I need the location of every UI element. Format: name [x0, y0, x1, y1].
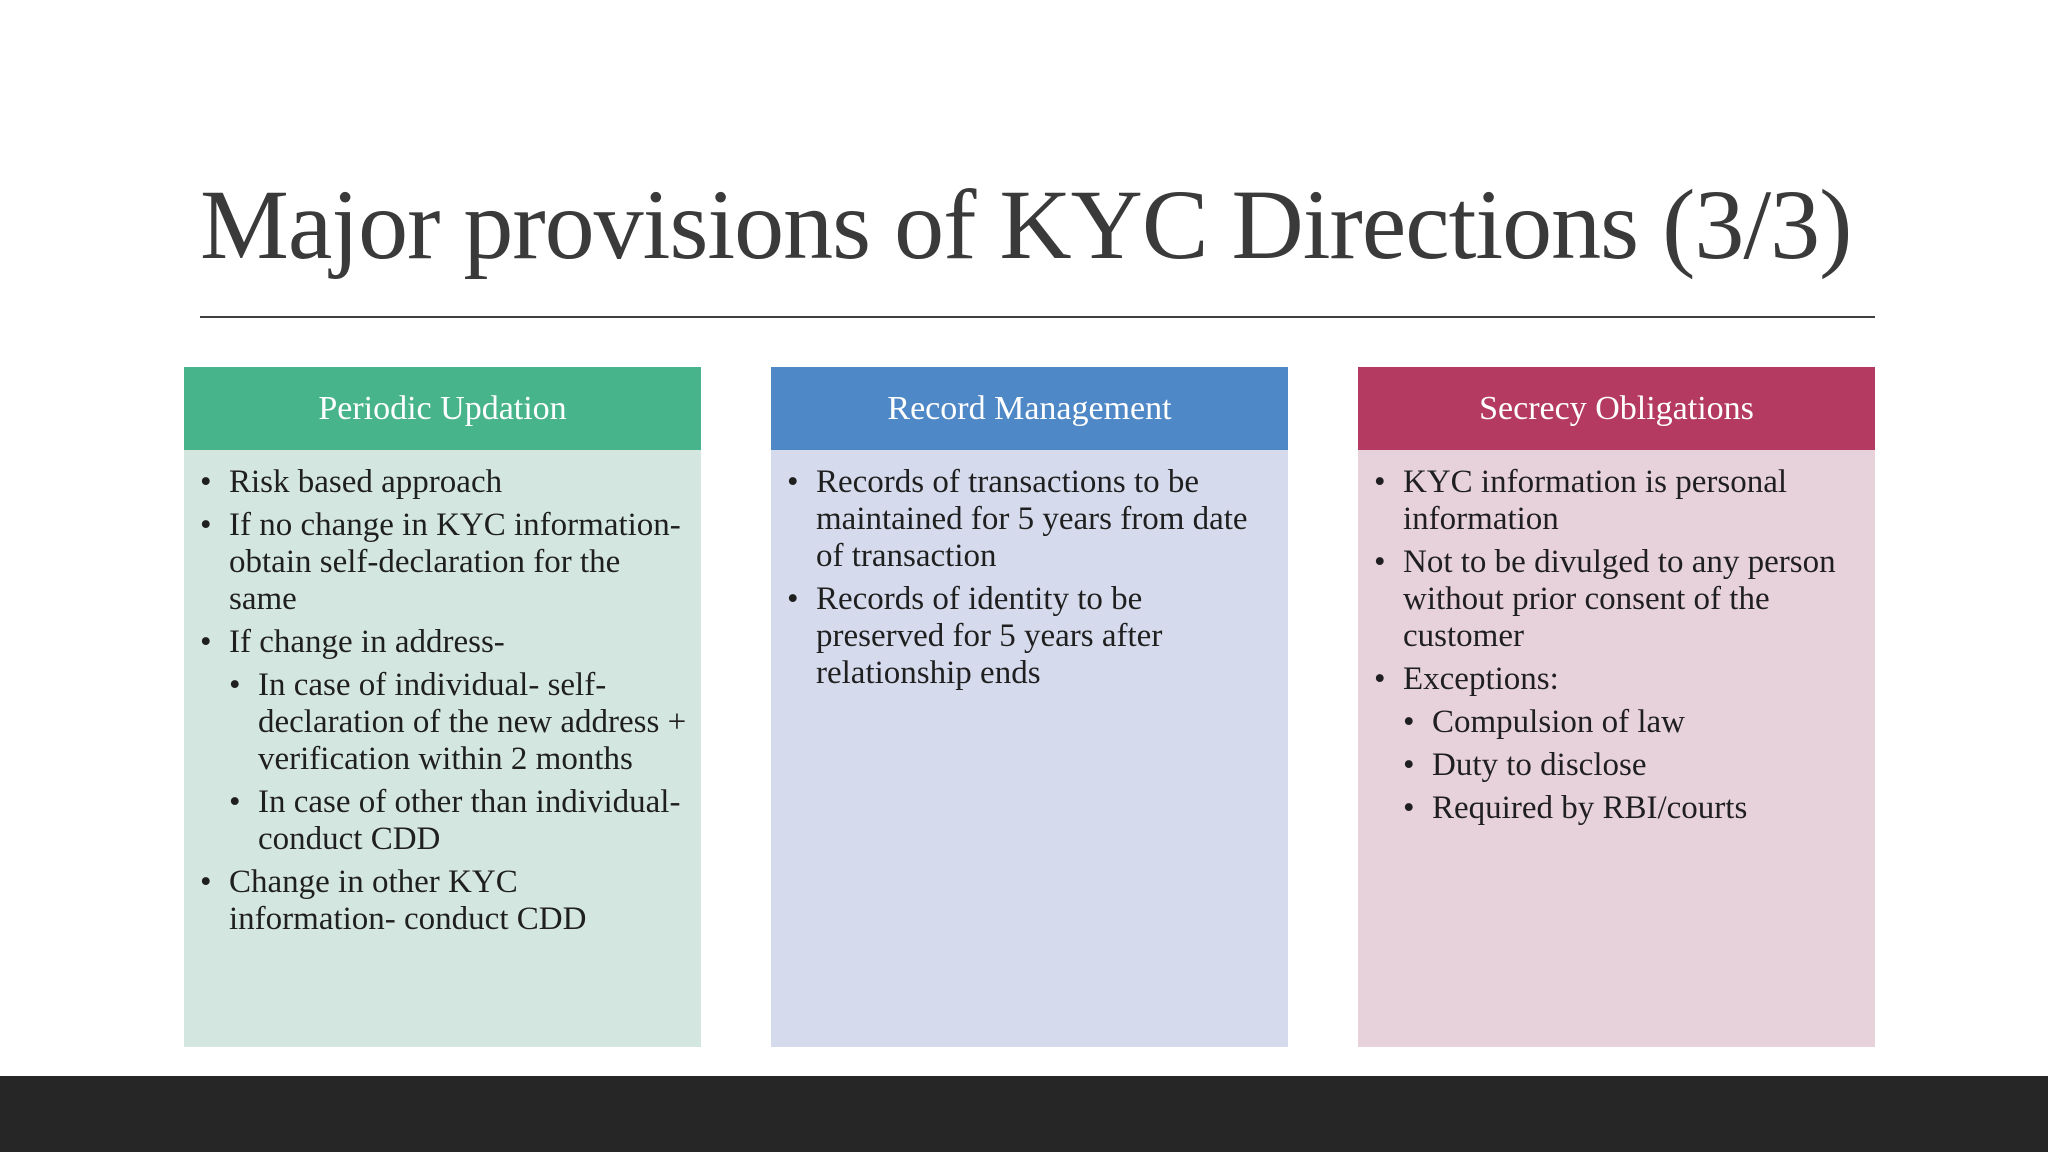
column-header-periodic-updation: Periodic Updation — [184, 367, 701, 450]
bullet-item: • Risk based approach — [200, 464, 687, 501]
column-header-record-management: Record Management — [771, 367, 1288, 450]
title-divider — [200, 316, 1875, 318]
bullet-item: • Not to be divulged to any person without prior consent of the customer — [1374, 544, 1861, 655]
bullet-list — [1374, 464, 1861, 827]
footer-bar — [0, 1076, 2048, 1152]
bullet-list — [200, 464, 687, 938]
column-body-record-management — [771, 450, 1288, 1047]
bullet-item: • Records of transactions to be maintained for 5 years from date of transaction — [787, 464, 1274, 575]
bullet-item: • KYC information is personal information — [1374, 464, 1861, 538]
sub-bullet-item: • Required by RBI/courts — [1403, 790, 1861, 827]
sub-bullet-item: • In case of other than individual- conduct CDD — [229, 784, 687, 858]
sub-bullet-item: • Duty to disclose — [1403, 747, 1861, 784]
bullet-item: • Change in other KYC information- conduct CDD — [200, 864, 687, 938]
bullet-item: • Exceptions: — [1374, 661, 1861, 698]
column-body-periodic-updation — [184, 450, 701, 1047]
bullet-item: • If no change in KYC information- obtain self-declaration for the same — [200, 507, 687, 618]
bullet-item: • Records of identity to be preserved for 5 years after relationship ends — [787, 581, 1274, 692]
sub-bullet-item: • In case of individual- self-declaration of the new address + verification within 2 months — [229, 667, 687, 778]
column-periodic-updation — [184, 367, 701, 1047]
column-body-secrecy-obligations — [1358, 450, 1875, 1047]
slide-title: Major provisions of KYC Directions (3/3) — [200, 169, 1852, 280]
column-header-secrecy-obligations: Secrecy Obligations — [1358, 367, 1875, 450]
sub-bullet-item: • Compulsion of law — [1403, 704, 1861, 741]
column-secrecy-obligations — [1358, 367, 1875, 1047]
bullet-list — [787, 464, 1274, 692]
bullet-item: • If change in address- — [200, 624, 687, 661]
column-record-management — [771, 367, 1288, 1047]
